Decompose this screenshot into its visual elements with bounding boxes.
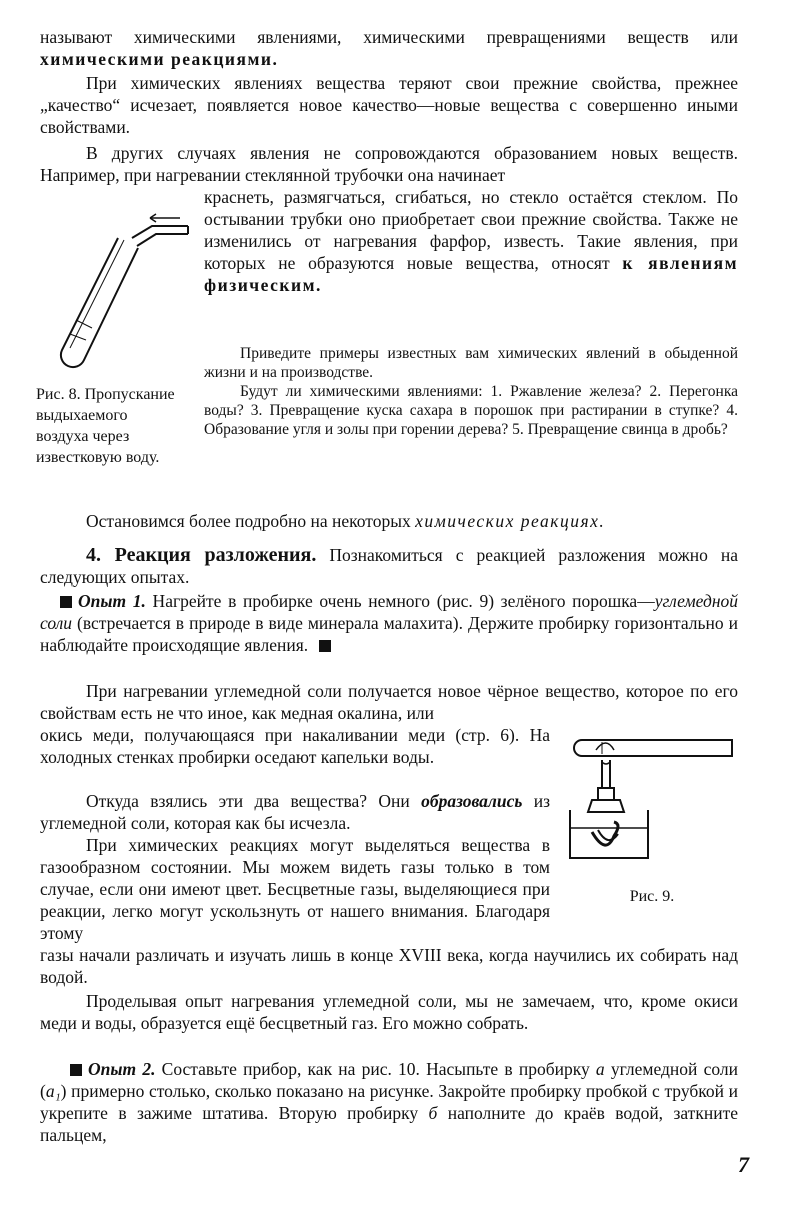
experiment-1-label: Опыт 1. bbox=[78, 591, 146, 611]
paragraph-chemical-properties: При химических явлениях вещества теряют свои прежние свойства, прежнее „качество“ исчезает, появляется новое качество—новые вещества с совершенно иными свойствами. bbox=[40, 73, 738, 137]
term-chemical-reactions-italic: химических реакциях. bbox=[415, 511, 606, 531]
figure-9-caption: Рис. 9. bbox=[629, 888, 675, 905]
figure-9-heating-apparatus bbox=[562, 736, 742, 866]
experiment-2-label: Опыт 2. bbox=[88, 1059, 156, 1079]
square-bullet-icon-2 bbox=[70, 1064, 82, 1076]
section-title: 4. Реакция разложения. bbox=[86, 544, 317, 566]
question-list: Будут ли химическими явлениями: 1. Ржавление железа? 2. Перегонка воды? 3. Превращение куска сахара в порошок при растирании в ступке? 4. Образование угля и золы при горении дерева? 5. Превращение свинца в дробь? bbox=[204, 383, 738, 438]
square-bullet-end-icon bbox=[319, 640, 331, 652]
paragraph-two-substances: Откуда взялись эти два вещества? Они образовались из углемедной соли, которая как бы исчезла. bbox=[40, 791, 551, 833]
section-decomposition: 4. Реакция разложения. Познакомиться с реакцией разложения можно на следующих опытах. bbox=[40, 544, 738, 587]
figure-8-caption: Рис. 8. Пропускание выдыхаемого воздуха через известковую воду. bbox=[36, 386, 175, 466]
paragraph-colorless-gas: Проделывая опыт нагревания углемедной соли, мы не замечаем, что, кроме окиси меди и воды, образуется ещё бесцветный газ. Его можно собрать. bbox=[40, 991, 738, 1033]
paragraph-gases-history: газы начали различать и изучать лишь в конце XVIII века, когда научились их собирать над водой. bbox=[40, 945, 738, 987]
question-examples: Приведите примеры известных вам химических явлений в обыденной жизни и на производстве. bbox=[204, 345, 738, 381]
figure-8-test-tube bbox=[40, 208, 200, 378]
experiment-1: Опыт 1. Нагрейте в пробирке очень немного (рис. 9) зелёного порошка—углемедной соли (встречается в природе в виде минерала малахита). Держите пробирку горизонтально и наблюдайте происходящие явления. bbox=[40, 591, 739, 655]
paragraph-intro: называют химическими явлениями, химическими превращениями веществ или химическими реакциями. bbox=[40, 27, 738, 69]
square-bullet-icon bbox=[60, 596, 72, 608]
term-chemical-reactions: химическими реакциями. bbox=[40, 49, 279, 69]
term-physical-phenomena: к явлениям физическим. bbox=[204, 253, 738, 295]
experiment-2: Опыт 2. Составьте прибор, как на рис. 10. Насыпьте в пробирку а углемедной соли (а₁) примерно столько, сколько показано на рисунке. Закройте пробирку пробкой с трубкой и укрепите в зажиме штатива. Вторую пробирку б наполните до краёв водой, заткните пальцем, bbox=[40, 1059, 738, 1145]
paragraph-physical-phenomena: краснеть, размягчаться, сгибаться, но стекло остаётся стеклом. По остывании трубки оно приобретает свои прежние свойства. Также не изменились от нагревания фарфор, известь. Такие явления, при которых не образуются новые вещества, относят к явлениям физическим. bbox=[204, 187, 738, 295]
paragraph-other-cases: В других случаях явления не сопровождаются образованием новых веществ. Например, при нагревании стеклянной трубочки она начинает bbox=[40, 143, 738, 185]
paragraph-copper-oxide: окись меди, получающаяся при накаливании меди (стр. 6). На холодных стенках пробирки оседают капельки воды. bbox=[40, 725, 550, 767]
paragraph-some-reactions: Остановимся более подробно на некоторых химических реакциях. bbox=[86, 511, 606, 531]
page-number: 7 bbox=[738, 1152, 749, 1177]
paragraph-gases: При химических реакциях могут выделяться вещества в газообразном состоянии. Мы можем видеть газы только в том случае, если они имеют цвет. Бесцветные газы, выделяющиеся при реакции, легко могут ускользнуть от нашего внимания. Благодаря этому bbox=[40, 835, 550, 943]
paragraph-heating-result: При нагревании углемедной соли получается новое чёрное вещество, которое по его свойствам есть не что иное, как медная окалина, или bbox=[40, 681, 738, 723]
